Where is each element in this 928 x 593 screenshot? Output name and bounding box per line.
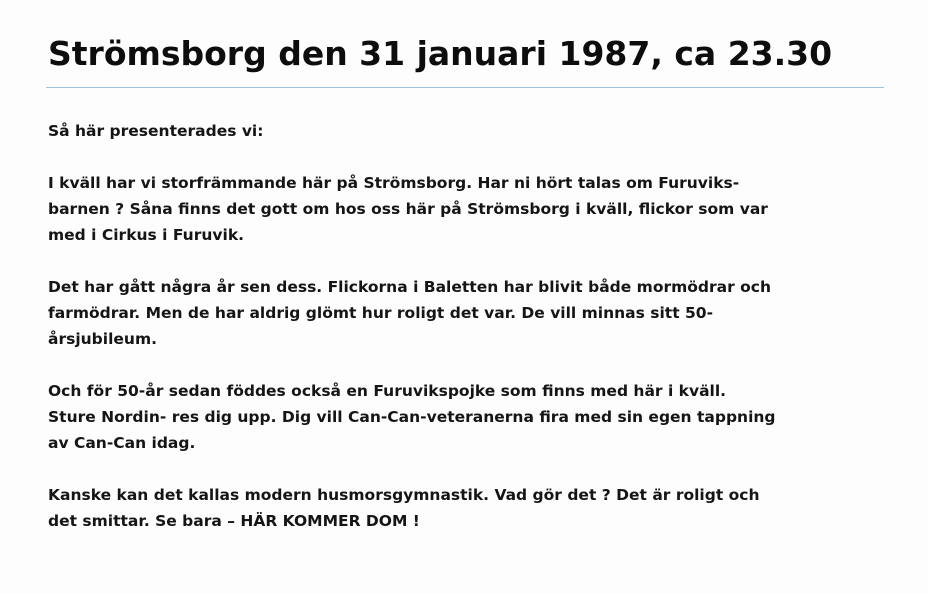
paragraph-line: det smittar. Se bara – HÄR KOMMER DOM !: [48, 512, 420, 530]
intro-line: Så här presenterades vi:: [48, 122, 264, 140]
paragraph-line: Och för 50-år sedan föddes också en Furuvikspojke som finns med här i kväll.: [48, 382, 727, 400]
paragraph-1: [48, 170, 908, 248]
paragraph-line: med i Cirkus i Furuvik.: [48, 226, 245, 244]
paragraph-2: [48, 274, 908, 352]
document-body: [48, 118, 908, 560]
paragraph-line: farmödrar. Men de har aldrig glömt hur roligt det var. De vill minnas sitt 50-: [48, 304, 714, 322]
paragraph-line: Kanske kan det kallas modern husmorsgymnastik. Vad gör det ? Det är roligt och: [48, 486, 760, 504]
title-divider: [46, 87, 884, 88]
paragraph-line: Det har gått några år sen dess. Flickorna i Baletten har blivit både mormödrar och: [48, 278, 772, 296]
paragraph-line: årsjubileum.: [48, 330, 157, 348]
paragraph-line: av Can-Can idag.: [48, 434, 196, 452]
paragraph-line: I kväll har vi storfrämmande här på Strömsborg. Har ni hört talas om Furuviks-: [48, 174, 740, 192]
paragraph-3: [48, 378, 908, 456]
page-title: Strömsborg den 31 januari 1987, ca 23.30: [48, 34, 833, 73]
paragraph-4: [48, 482, 908, 534]
paragraph-line: barnen ? Såna finns det gott om hos oss här på Strömsborg i kväll, flickor som var: [48, 200, 768, 218]
paragraph-line: Sture Nordin- res dig upp. Dig vill Can-Can-veteranerna fira med sin egen tappning: [48, 408, 776, 426]
